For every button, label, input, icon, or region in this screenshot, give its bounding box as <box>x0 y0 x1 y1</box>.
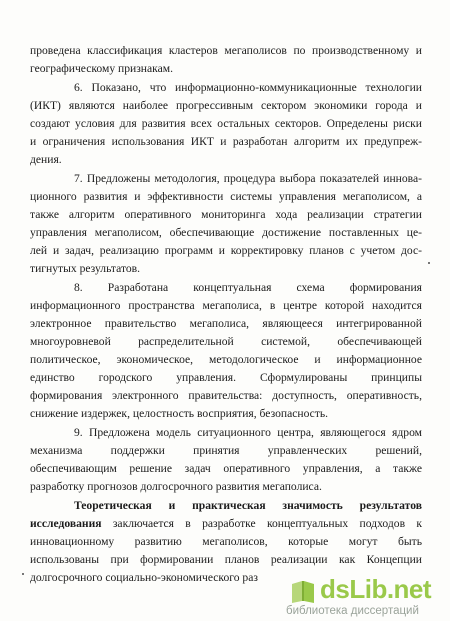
significance-heading-cont: исследования <box>30 517 102 530</box>
text-line: 9. Предложена модель ситуационного центра, являющегося ядром <box>74 426 422 439</box>
text-line: использованы при формировании планов реализации как Концепции <box>30 553 422 566</box>
text-line: разработку прогнозов долгосрочного развития мегаполиса. <box>30 480 322 493</box>
text-line: инновационному развитию мегаполисов, которые могут быть <box>30 535 422 548</box>
text-line: 8. Разработана концептуальная схема формирования <box>74 281 422 294</box>
text-line: тигнутых результатов. <box>30 262 141 275</box>
text-line: 7. Предложены методология, процедура выбора показателей иннова- <box>74 172 422 185</box>
book-icon <box>288 576 318 606</box>
dslib-watermark <box>286 574 446 620</box>
watermark-subtitle: библиотека диссертаций <box>286 605 419 617</box>
significance-heading: Теоретическая и практическая значимость результатов <box>74 499 422 512</box>
text-line: создают условия для развития всех остальных секторов. Определены риски <box>30 117 422 130</box>
text-line: ционного развития и эффективности системы управления мегаполисом, а <box>30 190 422 203</box>
text-line: лей и задач, реализацию программ и корректировку планов с учетом дос- <box>30 244 422 257</box>
text-line: единство городского управления. Сформулированы принципы <box>30 371 422 384</box>
text-run: заключается в разработке концептуальных подходов к <box>112 517 422 530</box>
text-line: многоуровневой распределительной системой, обеспечивающей <box>30 335 422 348</box>
text-line: формирования электронного правительства: доступность, оперативность, <box>30 389 422 402</box>
text-line: также алгоритм оперативного мониторинга хода реализации стратегии <box>30 208 422 221</box>
text-line: управления мегаполисом, обеспечивающие достижение поставленных це- <box>30 226 422 239</box>
text-line: политическое, экономическое, методологическое и информационное <box>30 353 422 366</box>
text-line: проведена классификация кластеров мегаполисов по производственному и <box>30 44 422 57</box>
text-line: обеспечивающим решение задач оперативного управления, а также <box>30 462 422 475</box>
text-line: (ИКТ) являются наиболее прогрессивным сектором экономики города и <box>30 99 422 112</box>
scan-speck <box>428 262 430 264</box>
text-line <box>30 517 422 531</box>
text-line: информационного пространства мегаполиса, в центре которой находится <box>30 299 422 312</box>
text-line: электронное правительство мегаполиса, являющееся интегрированной <box>30 317 422 330</box>
scan-speck <box>22 573 24 575</box>
text-line: дения. <box>30 153 62 166</box>
text-line: механизма поддержки принятия управленческих решений, <box>30 444 422 457</box>
text-line: географическому признакам. <box>30 62 173 75</box>
text-line <box>74 499 422 513</box>
text-line: 6. Показано, что информационно-коммуникационные технологии <box>74 81 422 94</box>
text-line: долгосрочного социально-экономического раз <box>30 571 258 584</box>
watermark-brand: dsLib.net <box>320 574 432 604</box>
text-line: снижение издержек, целостность восприятия, безопасность. <box>30 407 329 420</box>
text-line: и ограничения использования ИКТ и разработан алгоритм их предупреж- <box>30 135 422 148</box>
